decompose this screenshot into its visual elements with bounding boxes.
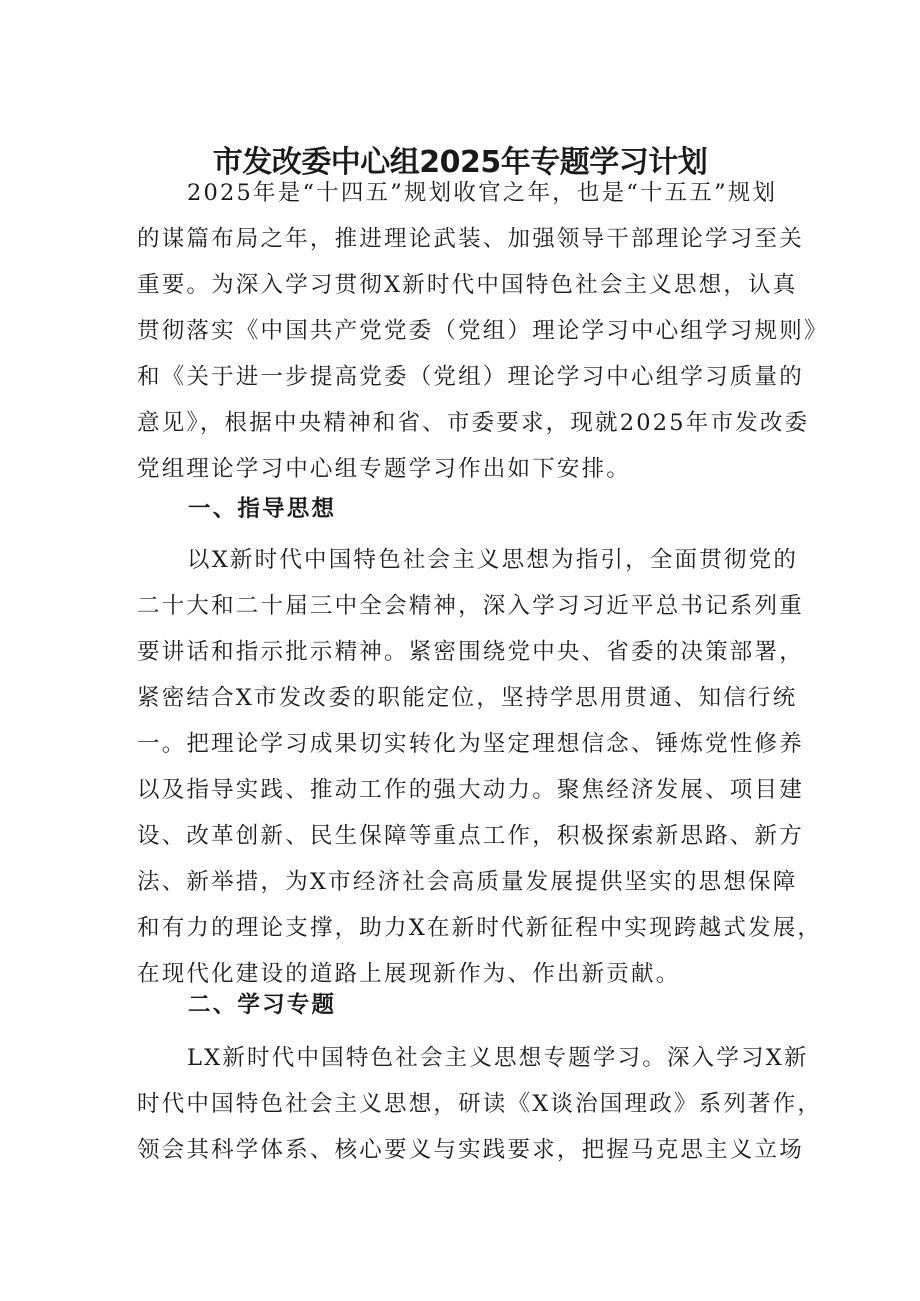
paragraph-line: LX新时代中国特色社会主义思想专题学习。深入学习X新 <box>187 1045 809 1071</box>
paragraph-line: 紧密结合X市发改委的职能定位，坚持学思用贯通、知信行统 <box>137 685 798 711</box>
paragraph-line: 时代中国特色社会主义思想，研读《X谈治国理政》系列著作， <box>137 1091 823 1117</box>
paragraph-line: 的谋篇布局之年，推进理论武装、加强领导干部理论学习至关 <box>137 226 804 252</box>
paragraph-line: 贯彻落实《中国共产党党委（党组）理论学习中心组学习规则》 <box>137 318 829 344</box>
paragraph-line: 意见》，根据中央精神和省、市委要求，现就2025年市发改委 <box>137 410 810 436</box>
paragraph-line: 在现代化建设的道路上展现新作为、作出新贡献。 <box>137 961 681 987</box>
paragraph-line: 设、改革创新、民生保障等重点工作，积极探索新思路、新方 <box>137 823 804 849</box>
paragraph-line: 二十大和二十届三中全会精神，深入学习习近平总书记系列重 <box>137 593 804 619</box>
paragraph-line: 和有力的理论支撑，助力X在新时代新征程中实现跨越式发展， <box>137 915 823 941</box>
paragraph-line: 要讲话和指示批示精神。紧密围绕党中央、省委的决策部署， <box>137 639 804 665</box>
paragraph-line: 法、新举措，为X市经济社会高质量发展提供坚实的思想保障 <box>137 869 798 895</box>
section-heading-study-topics: 二、学习专题 <box>188 992 337 1018</box>
paragraph-line: 重要。为深入学习贯彻X新时代中国特色社会主义思想，认真 <box>137 272 798 298</box>
paragraph-line: 2025年是“十四五”规划收官之年，也是“十五五”规划 <box>187 180 778 206</box>
paragraph-line: 以及指导实践、推动工作的强大动力。聚焦经济发展、项目建 <box>137 777 804 803</box>
document-title: 市发改委中心组2025年专题学习计划 <box>212 145 708 181</box>
paragraph-study-topics <box>137 1035 823 1173</box>
paragraph-intro <box>137 170 829 492</box>
paragraph-line: 以X新时代中国特色社会主义思想为指引，全面贯彻党的 <box>187 547 799 573</box>
paragraph-line: 一。把理论学习成果切实转化为坚定理想信念、锤炼党性修养 <box>137 731 804 757</box>
paragraph-line: 领会其科学体系、核心要义与实践要求，把握马克思主义立场 <box>137 1137 804 1163</box>
paragraph-line: 党组理论学习中心组专题学习作出如下安排。 <box>137 456 632 482</box>
paragraph-line: 和《关于进一步提高党委（党组）理论学习中心组学习质量的 <box>137 364 804 390</box>
section-heading-guiding-thought: 一、指导思想 <box>188 496 337 522</box>
paragraph-guiding-thought <box>137 537 823 997</box>
